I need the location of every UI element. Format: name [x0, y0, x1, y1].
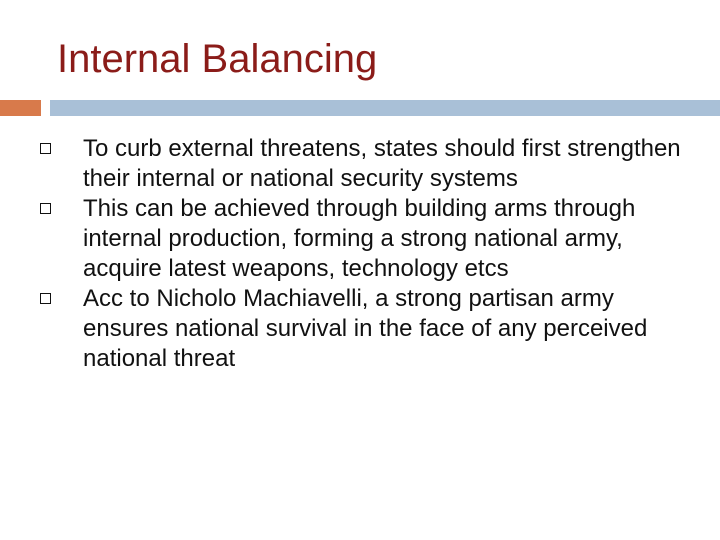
square-bullet-icon	[40, 143, 51, 154]
square-bullet-icon	[40, 293, 51, 304]
bullet-list	[40, 134, 700, 374]
bullet-item	[40, 284, 700, 374]
accent-bar	[0, 100, 41, 116]
slide-title: Internal Balancing	[57, 37, 378, 81]
bullet-item	[40, 134, 700, 194]
bullet-item	[40, 194, 700, 284]
bullet-text: This can be achieved through building arms through internal production, forming a strong national army, acquire latest weapons, technology etcs	[83, 195, 636, 282]
bullet-text: Acc to Nicholo Machiavelli, a strong partisan army ensures national survival in the face of any perceived national threat	[83, 285, 648, 372]
header-divider-bar	[50, 100, 720, 116]
bullet-text: To curb external threatens, states should first strengthen their internal or national security systems	[83, 135, 681, 192]
square-bullet-icon	[40, 203, 51, 214]
